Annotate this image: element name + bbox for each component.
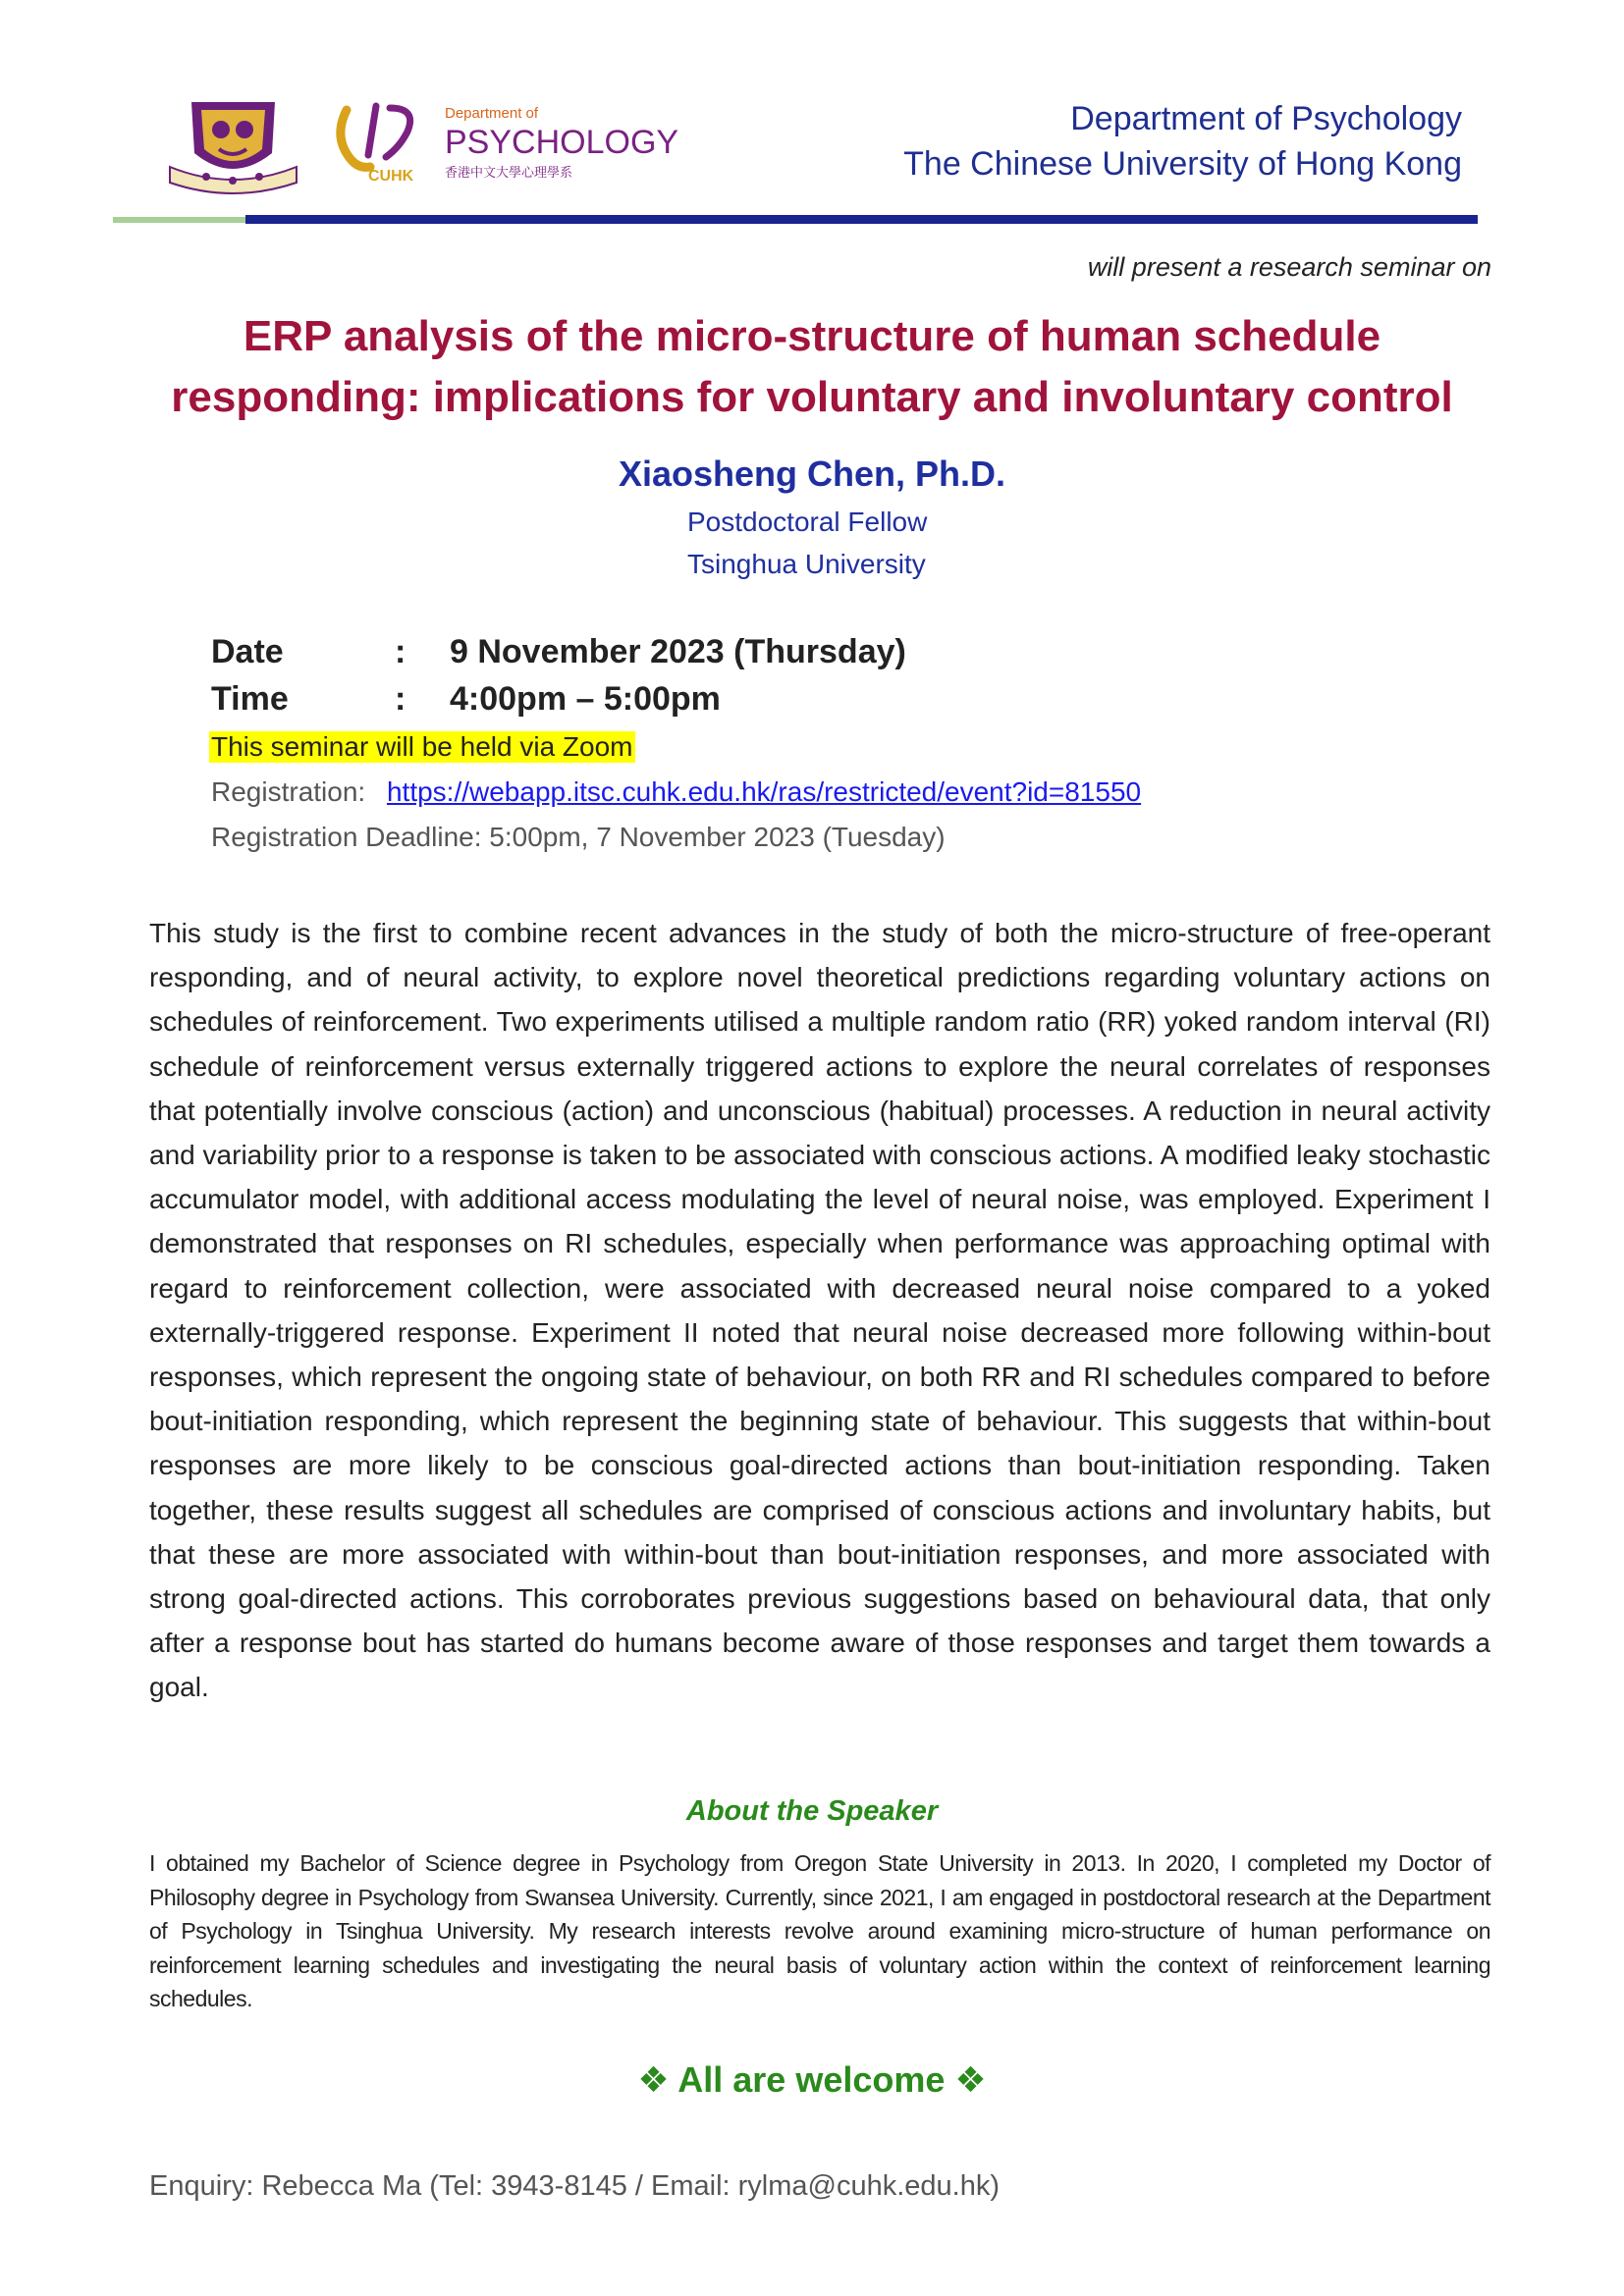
header-department: Department of Psychology bbox=[1070, 100, 1462, 137]
speaker-institution: Tsinghua University bbox=[687, 549, 926, 579]
enquiry-contact: Enquiry: Rebecca Ma (Tel: 3943-8145 / Email: rylma@cuhk.edu.hk) bbox=[149, 2170, 1000, 2202]
time-colon: : bbox=[395, 680, 406, 718]
registration-deadline: Registration Deadline: 5:00pm, 7 November 2023 (Tuesday) bbox=[211, 822, 946, 852]
logo-psychology-text: PSYCHOLOGY bbox=[445, 124, 679, 161]
date-value: 9 November 2023 (Thursday) bbox=[450, 633, 906, 670]
speaker-name: Xiaosheng Chen, Ph.D. bbox=[618, 454, 1006, 494]
about-speaker-heading: About the Speaker bbox=[685, 1795, 939, 1827]
logo-chinese-text: 香港中文大學心理學系 bbox=[445, 166, 573, 181]
header-rule-green bbox=[113, 217, 245, 223]
welcome-message: ❖ All are welcome ❖ bbox=[637, 2059, 987, 2100]
time-label: Time bbox=[211, 680, 289, 718]
logo-cuhk-text: CUHK bbox=[368, 168, 414, 185]
seminar-title-line-2: responding: implications for voluntary and involuntary control bbox=[171, 373, 1453, 421]
header-university: The Chinese University of Hong Kong bbox=[903, 145, 1462, 183]
time-value: 4:00pm – 5:00pm bbox=[450, 680, 721, 718]
abstract-paragraph: This study is the first to combine recent advances in the study of both the micro-structure of free-operant responding, and of neural activity, to explore novel theoretical predictions regarding voluntary actions on schedules of reinforcement. Two experiments utilised a multiple random ratio (RR) yoked random interval (RI) schedule of reinforcement versus externally triggered actions to explore the neural correlates of responses that potentially involve conscious (action) and unconscious (habitual) processes. A reduction in neural activity and variability prior to a response is taken to be associated with conscious actions. A modified leaky stochastic accumulator model, with additional access modulating the level of neural noise, was employed. Experiment I demonstrated that responses on RI schedules, especially when performance was approaching optimal with regard to reinforcement collection, were associated with decreased neural noise compared to a yoked externally-triggered response. Experiment II noted that neural noise decreased more following within-bout responses, which represent the ongoing state of behaviour, on both RR and RI schedules compared to before bout-initiation responding, which represent the beginning state of behaviour. This suggests that within-bout responses are more likely to be conscious goal-directed actions than bout-initiation responding. Taken together, these results suggest all schedules are comprised of conscious actions and involuntary habits, but that these are more associated with within-bout than bout-initiation responses, and more associated with strong goal-directed actions. This corroborates previous suggestions based on behavioural data, that only after a response bout has started do humans become aware of those responses and target them towards a goal. bbox=[149, 918, 1490, 1703]
date-label: Date bbox=[211, 633, 284, 670]
date-colon: : bbox=[395, 633, 406, 670]
cuhk-seal-logo bbox=[162, 94, 304, 197]
intro-text: will present a research seminar on bbox=[1087, 252, 1491, 282]
zoom-note: This seminar will be held via Zoom bbox=[211, 731, 633, 762]
speaker-bio: I obtained my Bachelor of Science degree in Psychology from Oregon State University in 2013. In 2020, I completed my Doctor of Philosophy degree in Psychology from Swansea University. Currently, since 2021, I am engaged in postdoctoral research at the Department of Psychology in Tsinghua University. My research interests revolve around examining micro-structure of human performance on reinforcement learning schedules and investigating the neural basis of voluntary action within the context of reinforcement learning schedules. bbox=[149, 1850, 1490, 2011]
speaker-position: Postdoctoral Fellow bbox=[687, 507, 928, 537]
psychology-department-logo bbox=[329, 98, 679, 187]
registration-label: Registration: bbox=[211, 776, 366, 807]
header-rule-blue bbox=[245, 215, 1478, 224]
registration-link[interactable]: https://webapp.itsc.cuhk.edu.hk/ras/restricted/event?id=81550 bbox=[386, 776, 1142, 807]
seminar-title-line-1: ERP analysis of the micro-structure of human schedule bbox=[243, 312, 1381, 360]
logo-department-of-text: Department of bbox=[445, 105, 539, 122]
registration-line bbox=[211, 776, 1141, 808]
